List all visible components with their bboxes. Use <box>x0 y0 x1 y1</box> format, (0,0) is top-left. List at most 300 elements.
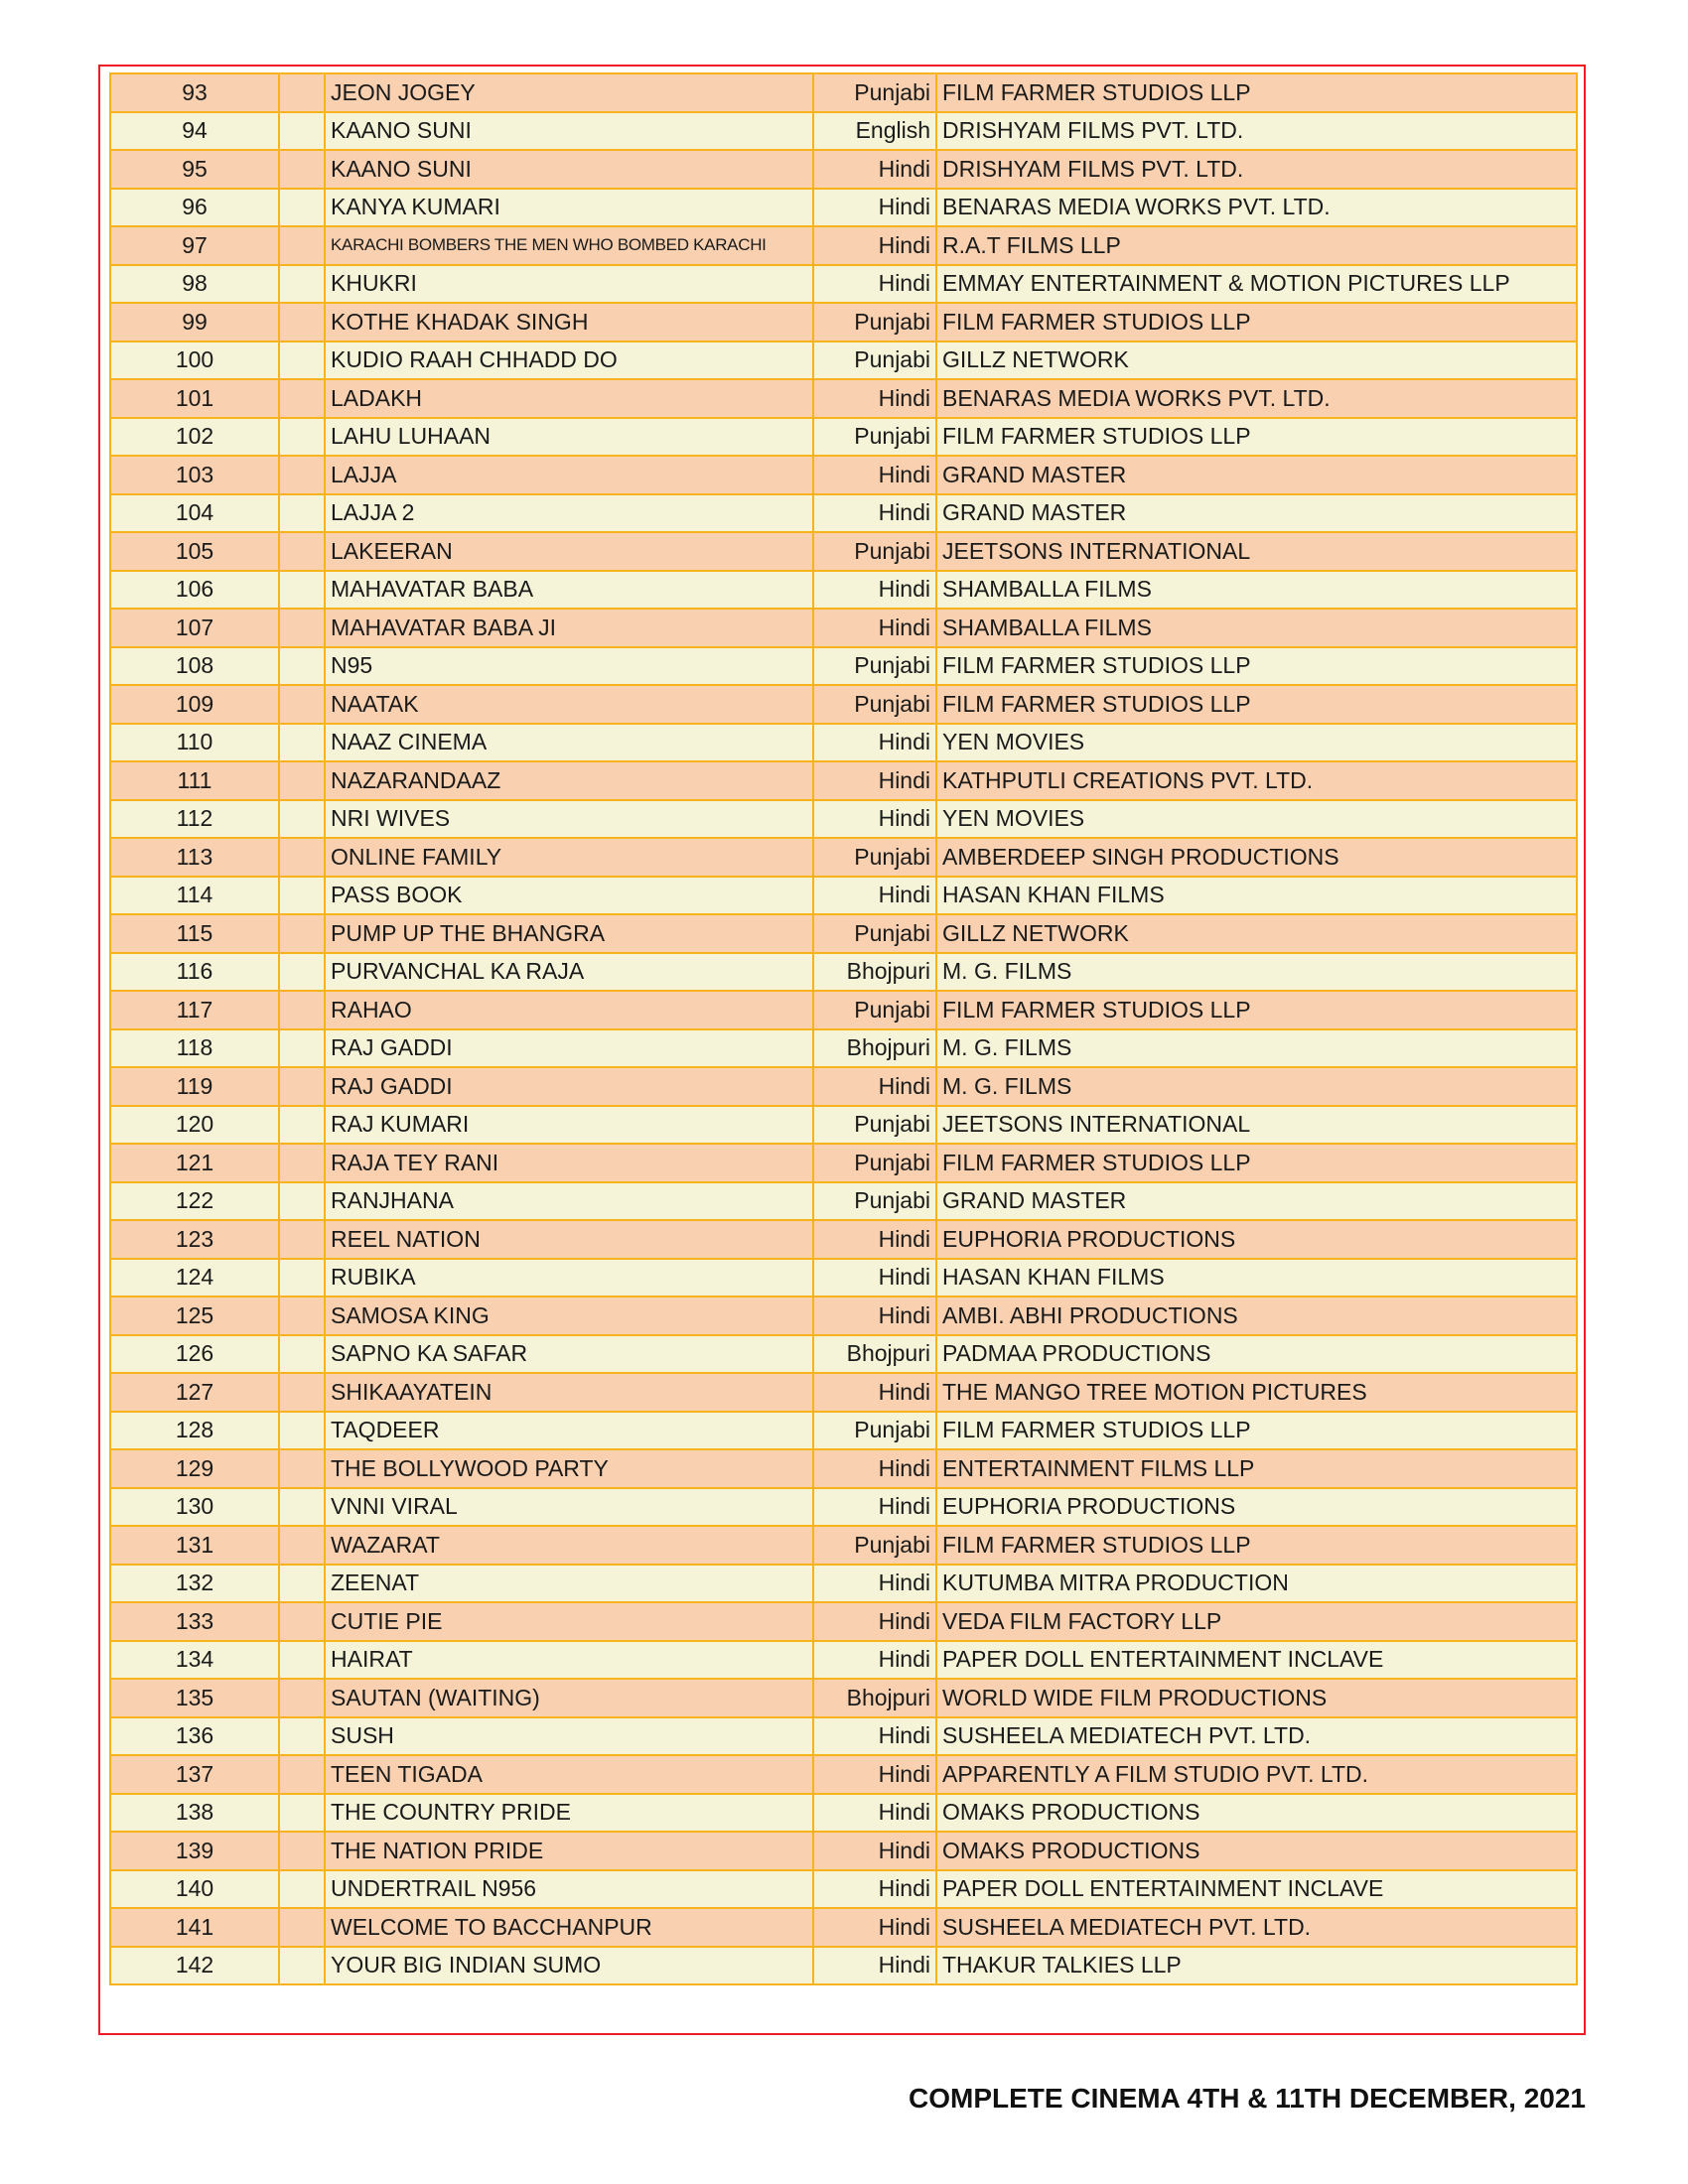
producer-cell: M. G. FILMS <box>936 1067 1577 1106</box>
film-title-cell: CUTIE PIE <box>325 1602 813 1641</box>
film-title-cell: LAJJA <box>325 456 813 494</box>
table-row <box>110 1067 1577 1106</box>
serial-number-cell: 99 <box>110 303 279 341</box>
producer-cell: PAPER DOLL ENTERTAINMENT INCLAVE <box>936 1870 1577 1909</box>
blank-cell <box>279 1144 325 1182</box>
producer-cell: SHAMBALLA FILMS <box>936 571 1577 610</box>
serial-number-cell: 140 <box>110 1870 279 1909</box>
language-cell: Hindi <box>813 571 936 610</box>
table-row <box>110 303 1577 341</box>
language-cell: Hindi <box>813 1641 936 1680</box>
language-cell: Punjabi <box>813 303 936 341</box>
table-row <box>110 914 1577 953</box>
blank-cell <box>279 1832 325 1870</box>
table-row <box>110 1449 1577 1488</box>
serial-number-cell: 121 <box>110 1144 279 1182</box>
table-row <box>110 1335 1577 1374</box>
film-title-cell: LAHU LUHAAN <box>325 418 813 457</box>
film-title-cell: THE BOLLYWOOD PARTY <box>325 1449 813 1488</box>
table-row <box>110 761 1577 800</box>
blank-cell <box>279 571 325 610</box>
blank-cell <box>279 1220 325 1259</box>
language-cell: Hindi <box>813 1794 936 1833</box>
table-row <box>110 685 1577 724</box>
table-row <box>110 1717 1577 1756</box>
table-row <box>110 532 1577 571</box>
film-title-cell: SAPNO KA SAFAR <box>325 1335 813 1374</box>
film-title-cell: KANYA KUMARI <box>325 189 813 227</box>
blank-cell <box>279 991 325 1029</box>
producer-cell: VEDA FILM FACTORY LLP <box>936 1602 1577 1641</box>
table-row <box>110 609 1577 647</box>
language-cell: Hindi <box>813 379 936 418</box>
blank-cell <box>279 189 325 227</box>
table-row <box>110 877 1577 915</box>
table-row <box>110 1144 1577 1182</box>
producer-cell: OMAKS PRODUCTIONS <box>936 1832 1577 1870</box>
blank-cell <box>279 265 325 304</box>
producer-cell: THAKUR TALKIES LLP <box>936 1947 1577 1985</box>
language-cell: Hindi <box>813 226 936 265</box>
language-cell: Hindi <box>813 1870 936 1909</box>
table-row <box>110 1565 1577 1603</box>
table-row <box>110 112 1577 151</box>
serial-number-cell: 101 <box>110 379 279 418</box>
blank-cell <box>279 685 325 724</box>
table-row <box>110 265 1577 304</box>
table-row <box>110 456 1577 494</box>
language-cell: Hindi <box>813 1067 936 1106</box>
film-title-cell: KAANO SUNI <box>325 150 813 189</box>
producer-cell: FILM FARMER STUDIOS LLP <box>936 647 1577 686</box>
serial-number-cell: 139 <box>110 1832 279 1870</box>
serial-number-cell: 142 <box>110 1947 279 1985</box>
blank-cell <box>279 1259 325 1297</box>
producer-cell: FILM FARMER STUDIOS LLP <box>936 1412 1577 1450</box>
serial-number-cell: 109 <box>110 685 279 724</box>
film-title-cell: NRI WIVES <box>325 800 813 839</box>
language-cell: Hindi <box>813 1373 936 1412</box>
blank-cell <box>279 609 325 647</box>
language-cell: Bhojpuri <box>813 953 936 992</box>
producer-cell: EUPHORIA PRODUCTIONS <box>936 1488 1577 1527</box>
serial-number-cell: 124 <box>110 1259 279 1297</box>
table-row <box>110 1182 1577 1221</box>
table-row <box>110 1412 1577 1450</box>
film-title-cell: RAJ GADDI <box>325 1029 813 1068</box>
serial-number-cell: 137 <box>110 1755 279 1794</box>
producer-cell: FILM FARMER STUDIOS LLP <box>936 303 1577 341</box>
blank-cell <box>279 532 325 571</box>
blank-cell <box>279 953 325 992</box>
blank-cell <box>279 1297 325 1335</box>
language-cell: Punjabi <box>813 418 936 457</box>
blank-cell <box>279 150 325 189</box>
film-title-cell: ONLINE FAMILY <box>325 838 813 877</box>
film-title-cell: LAJJA 2 <box>325 494 813 533</box>
serial-number-cell: 96 <box>110 189 279 227</box>
blank-cell <box>279 647 325 686</box>
serial-number-cell: 107 <box>110 609 279 647</box>
serial-number-cell: 134 <box>110 1641 279 1680</box>
film-title-cell: ZEENAT <box>325 1565 813 1603</box>
producer-cell: JEETSONS INTERNATIONAL <box>936 1106 1577 1145</box>
language-cell: Punjabi <box>813 1182 936 1221</box>
blank-cell <box>279 112 325 151</box>
blank-cell <box>279 494 325 533</box>
table-row <box>110 1755 1577 1794</box>
producer-cell: BENARAS MEDIA WORKS PVT. LTD. <box>936 379 1577 418</box>
producer-cell: R.A.T FILMS LLP <box>936 226 1577 265</box>
producer-cell: HASAN KHAN FILMS <box>936 1259 1577 1297</box>
serial-number-cell: 127 <box>110 1373 279 1412</box>
producer-cell: FILM FARMER STUDIOS LLP <box>936 73 1577 112</box>
serial-number-cell: 122 <box>110 1182 279 1221</box>
film-title-cell: RUBIKA <box>325 1259 813 1297</box>
table-row <box>110 1106 1577 1145</box>
blank-cell <box>279 1755 325 1794</box>
blank-cell <box>279 1106 325 1145</box>
blank-cell <box>279 1488 325 1527</box>
serial-number-cell: 95 <box>110 150 279 189</box>
language-cell: Hindi <box>813 1755 936 1794</box>
blank-cell <box>279 1908 325 1947</box>
film-title-cell: PUMP UP THE BHANGRA <box>325 914 813 953</box>
film-title-cell: NAAZ CINEMA <box>325 724 813 762</box>
serial-number-cell: 128 <box>110 1412 279 1450</box>
film-title-cell: RANJHANA <box>325 1182 813 1221</box>
film-title-cell: VNNI VIRAL <box>325 1488 813 1527</box>
film-title-cell: JEON JOGEY <box>325 73 813 112</box>
table-row <box>110 1488 1577 1527</box>
serial-number-cell: 112 <box>110 800 279 839</box>
language-cell: Hindi <box>813 1220 936 1259</box>
film-title-cell: KAANO SUNI <box>325 112 813 151</box>
film-title-cell: TAQDEER <box>325 1412 813 1450</box>
language-cell: Hindi <box>813 150 936 189</box>
film-title-cell: SUSH <box>325 1717 813 1756</box>
language-cell: Punjabi <box>813 341 936 380</box>
serial-number-cell: 125 <box>110 1297 279 1335</box>
language-cell: Hindi <box>813 1297 936 1335</box>
film-title-cell: HAIRAT <box>325 1641 813 1680</box>
serial-number-cell: 102 <box>110 418 279 457</box>
blank-cell <box>279 226 325 265</box>
language-cell: Punjabi <box>813 685 936 724</box>
producer-cell: YEN MOVIES <box>936 800 1577 839</box>
serial-number-cell: 110 <box>110 724 279 762</box>
language-cell: Hindi <box>813 265 936 304</box>
table-row <box>110 1870 1577 1909</box>
serial-number-cell: 135 <box>110 1679 279 1717</box>
producer-cell: M. G. FILMS <box>936 953 1577 992</box>
language-cell: Hindi <box>813 494 936 533</box>
table-row <box>110 571 1577 610</box>
serial-number-cell: 130 <box>110 1488 279 1527</box>
blank-cell <box>279 379 325 418</box>
table-row <box>110 647 1577 686</box>
serial-number-cell: 131 <box>110 1526 279 1565</box>
producer-cell: KUTUMBA MITRA PRODUCTION <box>936 1565 1577 1603</box>
blank-cell <box>279 800 325 839</box>
table-row <box>110 1794 1577 1833</box>
blank-cell <box>279 456 325 494</box>
language-cell: Punjabi <box>813 914 936 953</box>
blank-cell <box>279 1870 325 1909</box>
table-row <box>110 1832 1577 1870</box>
film-title-cell: REEL NATION <box>325 1220 813 1259</box>
table-row <box>110 73 1577 112</box>
language-cell: Hindi <box>813 456 936 494</box>
language-cell: Punjabi <box>813 1106 936 1145</box>
table-row <box>110 1029 1577 1068</box>
table-row <box>110 494 1577 533</box>
producer-cell: SUSHEELA MEDIATECH PVT. LTD. <box>936 1908 1577 1947</box>
table-row <box>110 1526 1577 1565</box>
blank-cell <box>279 877 325 915</box>
blank-cell <box>279 1373 325 1412</box>
producer-cell: SUSHEELA MEDIATECH PVT. LTD. <box>936 1717 1577 1756</box>
producer-cell: HASAN KHAN FILMS <box>936 877 1577 915</box>
table-row <box>110 1602 1577 1641</box>
table-row <box>110 1220 1577 1259</box>
serial-number-cell: 104 <box>110 494 279 533</box>
film-title-cell: N95 <box>325 647 813 686</box>
language-cell: Hindi <box>813 761 936 800</box>
producer-cell: SHAMBALLA FILMS <box>936 609 1577 647</box>
film-title-cell: UNDERTRAIL N956 <box>325 1870 813 1909</box>
table-row <box>110 1679 1577 1717</box>
language-cell: Punjabi <box>813 1412 936 1450</box>
table-row <box>110 838 1577 877</box>
serial-number-cell: 114 <box>110 877 279 915</box>
film-title-cell: LADAKH <box>325 379 813 418</box>
producer-cell: AMBERDEEP SINGH PRODUCTIONS <box>936 838 1577 877</box>
language-cell: Hindi <box>813 724 936 762</box>
table-row <box>110 991 1577 1029</box>
serial-number-cell: 113 <box>110 838 279 877</box>
serial-number-cell: 100 <box>110 341 279 380</box>
language-cell: Punjabi <box>813 1144 936 1182</box>
film-title-cell: RAHAO <box>325 991 813 1029</box>
serial-number-cell: 123 <box>110 1220 279 1259</box>
producer-cell: EUPHORIA PRODUCTIONS <box>936 1220 1577 1259</box>
producer-cell: AMBI. ABHI PRODUCTIONS <box>936 1297 1577 1335</box>
serial-number-cell: 105 <box>110 532 279 571</box>
serial-number-cell: 136 <box>110 1717 279 1756</box>
blank-cell <box>279 1182 325 1221</box>
producer-cell: FILM FARMER STUDIOS LLP <box>936 685 1577 724</box>
film-title-cell: RAJ GADDI <box>325 1067 813 1106</box>
film-title-cell: SHIKAAYATEIN <box>325 1373 813 1412</box>
film-title-cell: KHUKRI <box>325 265 813 304</box>
film-title-cell: KOTHE KHADAK SINGH <box>325 303 813 341</box>
producer-cell: M. G. FILMS <box>936 1029 1577 1068</box>
blank-cell <box>279 341 325 380</box>
blank-cell <box>279 1412 325 1450</box>
film-title-cell: WELCOME TO BACCHANPUR <box>325 1908 813 1947</box>
language-cell: Punjabi <box>813 1526 936 1565</box>
language-cell: Hindi <box>813 1565 936 1603</box>
serial-number-cell: 118 <box>110 1029 279 1068</box>
producer-cell: GRAND MASTER <box>936 1182 1577 1221</box>
film-title-cell: SAMOSA KING <box>325 1297 813 1335</box>
blank-cell <box>279 761 325 800</box>
serial-number-cell: 119 <box>110 1067 279 1106</box>
blank-cell <box>279 303 325 341</box>
film-title-cell: YOUR BIG INDIAN SUMO <box>325 1947 813 1985</box>
producer-cell: BENARAS MEDIA WORKS PVT. LTD. <box>936 189 1577 227</box>
film-title-cell: SAUTAN (WAITING) <box>325 1679 813 1717</box>
language-cell: Hindi <box>813 1908 936 1947</box>
language-cell: Punjabi <box>813 532 936 571</box>
language-cell: Hindi <box>813 1832 936 1870</box>
film-title-cell: RAJ KUMARI <box>325 1106 813 1145</box>
table-row <box>110 800 1577 839</box>
producer-cell: GRAND MASTER <box>936 494 1577 533</box>
footer-publication-line: COMPLETE CINEMA 4TH & 11TH DECEMBER, 2021 <box>909 2083 1586 2114</box>
language-cell: Bhojpuri <box>813 1335 936 1374</box>
table-row <box>110 189 1577 227</box>
producer-cell: ENTERTAINMENT FILMS LLP <box>936 1449 1577 1488</box>
blank-cell <box>279 1067 325 1106</box>
film-title-cell: NAZARANDAAZ <box>325 761 813 800</box>
film-title-cell: RAJA TEY RANI <box>325 1144 813 1182</box>
table-row <box>110 226 1577 265</box>
blank-cell <box>279 418 325 457</box>
table-row <box>110 379 1577 418</box>
serial-number-cell: 141 <box>110 1908 279 1947</box>
language-cell: Punjabi <box>813 647 936 686</box>
serial-number-cell: 126 <box>110 1335 279 1374</box>
producer-cell: OMAKS PRODUCTIONS <box>936 1794 1577 1833</box>
producer-cell: PADMAA PRODUCTIONS <box>936 1335 1577 1374</box>
films-table-body <box>110 73 1577 1984</box>
producer-cell: EMMAY ENTERTAINMENT & MOTION PICTURES LLP <box>936 265 1577 304</box>
table-row <box>110 1373 1577 1412</box>
film-title-cell: PASS BOOK <box>325 877 813 915</box>
film-title-cell: PURVANCHAL KA RAJA <box>325 953 813 992</box>
film-title-cell: NAATAK <box>325 685 813 724</box>
blank-cell <box>279 73 325 112</box>
serial-number-cell: 117 <box>110 991 279 1029</box>
film-title-cell: KARACHI BOMBERS THE MEN WHO BOMBED KARACHI <box>325 226 813 265</box>
table-row <box>110 1641 1577 1680</box>
films-table <box>109 72 1578 1985</box>
table-row <box>110 1908 1577 1947</box>
blank-cell <box>279 1565 325 1603</box>
table-row <box>110 1947 1577 1985</box>
blank-cell <box>279 1679 325 1717</box>
producer-cell: FILM FARMER STUDIOS LLP <box>936 991 1577 1029</box>
film-title-cell: WAZARAT <box>325 1526 813 1565</box>
language-cell: Hindi <box>813 1602 936 1641</box>
producer-cell: YEN MOVIES <box>936 724 1577 762</box>
producer-cell: KATHPUTLI CREATIONS PVT. LTD. <box>936 761 1577 800</box>
language-cell: Hindi <box>813 877 936 915</box>
blank-cell <box>279 1449 325 1488</box>
producer-cell: JEETSONS INTERNATIONAL <box>936 532 1577 571</box>
language-cell: Hindi <box>813 800 936 839</box>
language-cell: Hindi <box>813 1717 936 1756</box>
producer-cell: FILM FARMER STUDIOS LLP <box>936 418 1577 457</box>
film-title-cell: MAHAVATAR BABA JI <box>325 609 813 647</box>
producer-cell: GILLZ NETWORK <box>936 914 1577 953</box>
blank-cell <box>279 1029 325 1068</box>
serial-number-cell: 97 <box>110 226 279 265</box>
serial-number-cell: 98 <box>110 265 279 304</box>
table-row <box>110 1297 1577 1335</box>
producer-cell: GRAND MASTER <box>936 456 1577 494</box>
producer-cell: PAPER DOLL ENTERTAINMENT INCLAVE <box>936 1641 1577 1680</box>
language-cell: English <box>813 112 936 151</box>
serial-number-cell: 103 <box>110 456 279 494</box>
film-title-cell: TEEN TIGADA <box>325 1755 813 1794</box>
blank-cell <box>279 1641 325 1680</box>
producer-cell: DRISHYAM FILMS PVT. LTD. <box>936 150 1577 189</box>
table-row <box>110 953 1577 992</box>
table-row <box>110 341 1577 380</box>
producer-cell: WORLD WIDE FILM PRODUCTIONS <box>936 1679 1577 1717</box>
language-cell: Punjabi <box>813 838 936 877</box>
producer-cell: FILM FARMER STUDIOS LLP <box>936 1144 1577 1182</box>
film-title-cell: LAKEERAN <box>325 532 813 571</box>
serial-number-cell: 115 <box>110 914 279 953</box>
producer-cell: FILM FARMER STUDIOS LLP <box>936 1526 1577 1565</box>
serial-number-cell: 108 <box>110 647 279 686</box>
blank-cell <box>279 1947 325 1985</box>
blank-cell <box>279 1335 325 1374</box>
serial-number-cell: 116 <box>110 953 279 992</box>
blank-cell <box>279 1794 325 1833</box>
film-title-cell: THE NATION PRIDE <box>325 1832 813 1870</box>
language-cell: Hindi <box>813 1259 936 1297</box>
serial-number-cell: 138 <box>110 1794 279 1833</box>
language-cell: Hindi <box>813 609 936 647</box>
blank-cell <box>279 1526 325 1565</box>
table-row <box>110 418 1577 457</box>
film-title-cell: KUDIO RAAH CHHADD DO <box>325 341 813 380</box>
producer-cell: APPARENTLY A FILM STUDIO PVT. LTD. <box>936 1755 1577 1794</box>
serial-number-cell: 132 <box>110 1565 279 1603</box>
serial-number-cell: 133 <box>110 1602 279 1641</box>
blank-cell <box>279 724 325 762</box>
film-title-cell: THE COUNTRY PRIDE <box>325 1794 813 1833</box>
producer-cell: GILLZ NETWORK <box>936 341 1577 380</box>
language-cell: Hindi <box>813 1947 936 1985</box>
serial-number-cell: 94 <box>110 112 279 151</box>
table-row <box>110 150 1577 189</box>
blank-cell <box>279 914 325 953</box>
language-cell: Bhojpuri <box>813 1029 936 1068</box>
blank-cell <box>279 1602 325 1641</box>
serial-number-cell: 120 <box>110 1106 279 1145</box>
blank-cell <box>279 838 325 877</box>
language-cell: Punjabi <box>813 991 936 1029</box>
language-cell: Hindi <box>813 1488 936 1527</box>
table-row <box>110 1259 1577 1297</box>
language-cell: Punjabi <box>813 73 936 112</box>
serial-number-cell: 106 <box>110 571 279 610</box>
producer-cell: DRISHYAM FILMS PVT. LTD. <box>936 112 1577 151</box>
blank-cell <box>279 1717 325 1756</box>
producer-cell: THE MANGO TREE MOTION PICTURES <box>936 1373 1577 1412</box>
film-title-cell: MAHAVATAR BABA <box>325 571 813 610</box>
table-row <box>110 724 1577 762</box>
serial-number-cell: 93 <box>110 73 279 112</box>
language-cell: Hindi <box>813 189 936 227</box>
language-cell: Bhojpuri <box>813 1679 936 1717</box>
